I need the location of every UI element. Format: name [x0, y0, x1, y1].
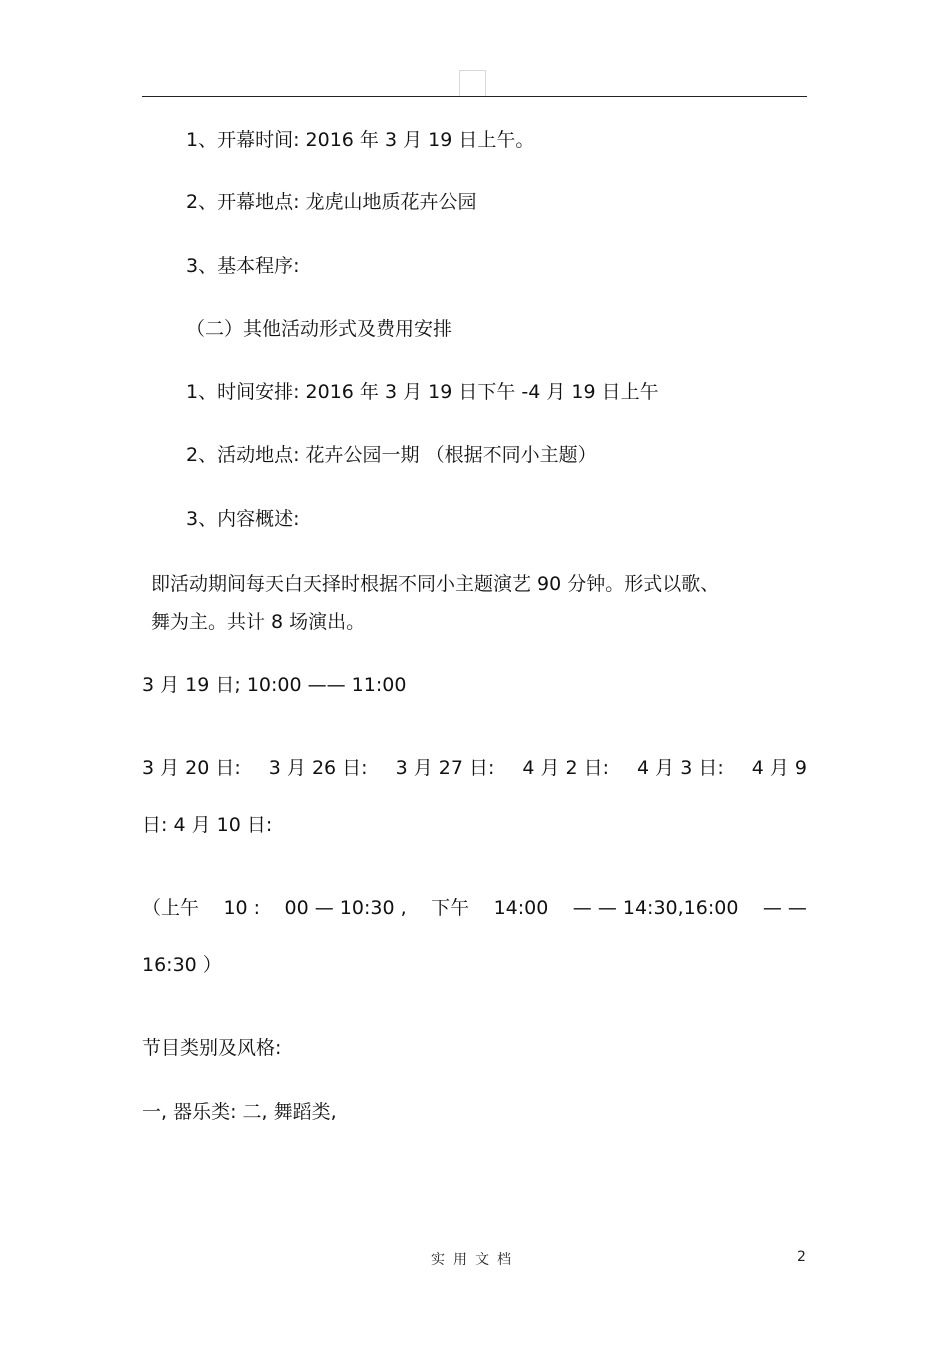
- time-part: 00 — 10:30 ,: [284, 897, 407, 919]
- date-entry: 3 月 27 日:: [395, 757, 495, 779]
- basic-procedure: 3、基本程序:: [186, 255, 300, 277]
- schedule-first-date: 3 月 19 日; 10:00 —— 11:00: [142, 674, 407, 696]
- opening-place: 2、开幕地点: 龙虎山地质花卉公园: [186, 191, 477, 213]
- paragraph-line: 即活动期间每天白天择时根据不同小主题演艺 90 分钟。形式以歌、: [151, 573, 720, 595]
- paragraph-line: 舞为主。共计 8 场演出。: [151, 611, 366, 633]
- time-part: 10 :: [223, 897, 261, 919]
- date-entry: 3 月 20 日:: [142, 757, 241, 779]
- time-part: 14:00: [493, 897, 549, 919]
- date-entry: 4 月 2 日:: [522, 757, 610, 779]
- activity-place: 2、活动地点: 花卉公园一期 （根据不同小主题）: [186, 444, 597, 466]
- date-entry: 4 月 3 日:: [637, 757, 724, 779]
- opening-time: 1、开幕时间: 2016 年 3 月 19 日上午。: [186, 129, 535, 151]
- time-arrangement: 1、时间安排: 2016 年 3 月 19 日下午 -4 月 19 日上午: [186, 381, 659, 403]
- content-overview: 3、内容概述:: [186, 508, 300, 530]
- date-entry: 3 月 26 日:: [268, 757, 368, 779]
- date-entry: 4 月 9: [751, 757, 807, 779]
- header-rule: [142, 96, 807, 97]
- section-heading-2: （二）其他活动形式及费用安排: [186, 318, 453, 340]
- schedule-dates-line: [142, 756, 807, 780]
- schedule-times-line-2: 16:30 ）: [142, 954, 222, 976]
- header-mark: [459, 70, 486, 96]
- time-part: （上午: [142, 897, 200, 919]
- time-part: — — 14:30,16:00: [572, 897, 739, 919]
- program-categories-title: 节目类别及风格:: [142, 1037, 282, 1059]
- page-number: 2: [797, 1249, 806, 1265]
- time-part: 下午: [431, 897, 470, 919]
- schedule-times-line: [142, 896, 807, 920]
- footer-label: 实用文档: [431, 1252, 519, 1268]
- schedule-dates-line-2: 日: 4 月 10 日:: [142, 814, 273, 836]
- program-categories: 一, 器乐类: 二, 舞蹈类,: [142, 1101, 337, 1123]
- time-part: — —: [762, 897, 807, 919]
